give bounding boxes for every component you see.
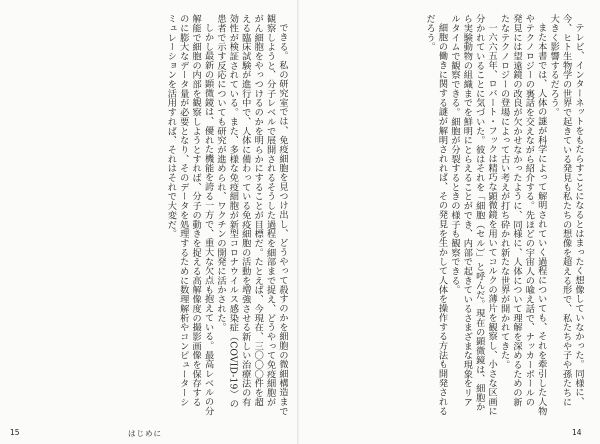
paragraph: 細胞の働きに関する謎が解明されれば、その発見を生かして人体を操作する方法も開発されるだろう。 [424,14,448,416]
paragraph: できる。私の研究室では、免疫細胞を見つけ出し、どうやって殺すのかを細胞の微細構造まで観察しようと、分子レベルで展開されるそうした過程を細部まで捉え、どうやって免疫細胞ががん細胞をやっつけるのかを明らかにすることが目標だ。たとえば、今現在、三〇〇〇件を超える臨床試験が進行中で、人体に備わっている免疫細胞の活動を増強させる新しい治療法の有効性が検証されている。また、多様な免疫細胞が新型コロナウイルス感染症（COVID-19）の患者で示す反応についても研究が進められ、ワクチンの開発に活かされた。 [214,14,288,416]
paragraph: しかし最新の顕微鏡は、優れた機能を誇る一方で、重大な欠点も抱えている。最高レベルの分解能で細胞の内部を観察しようとすれば、分子の動きを捉える高解像度の撮影画像を保存するのに膨大なデータ量が必要となり、そのデータを処理するために数理解析やコンピューターシミュレーションを活用すれば、それはそれで大変だ。 [165,14,214,416]
paragraph: また本書では、人体の謎が科学によって解明されていく過程についても、それを牽引した人物やテクノロジーの裏話を交えながら紹介する。先ほどの宇宙人の喩え話で、ナッカーボールの発見には望遠鏡の改良が欠かせなかったように、同様に、人体について理解を深めるための新たなテクノロジーの登場によって古い考えが打ち砕かれ新たな世界が開かれてきた。 [498,14,547,416]
left-page-body [26,14,288,416]
page-number-left: 15 [10,428,20,437]
running-head: はじめに [128,429,162,438]
paragraph: 一六六五年、ロバート・フックは精巧な顕微鏡を用いてコルクの薄片を観察し、小さな区画に分かれていることに気づいた。彼はそれを「細胞（セル）」と呼んだ。現在の顕微鏡は、細胞から実験動物の組織までを鮮明にとらえることができ、内部で起きているさまざまな現象をリアルタイムで観察できる。細胞が分裂するときの様子も観察できる。 [448,14,498,416]
paragraph: テレビ、インターネットをもたらすことになるとはまったく想像していなかった。同様に、今、ヒト生物学の世界で起きている発見も私たちの想像を超える形で、私たちや子や孫たちに大きく影響するだろう。 [548,14,584,407]
right-page [300,0,600,444]
page-number-right: 14 [572,428,582,437]
right-page-body [314,14,584,416]
